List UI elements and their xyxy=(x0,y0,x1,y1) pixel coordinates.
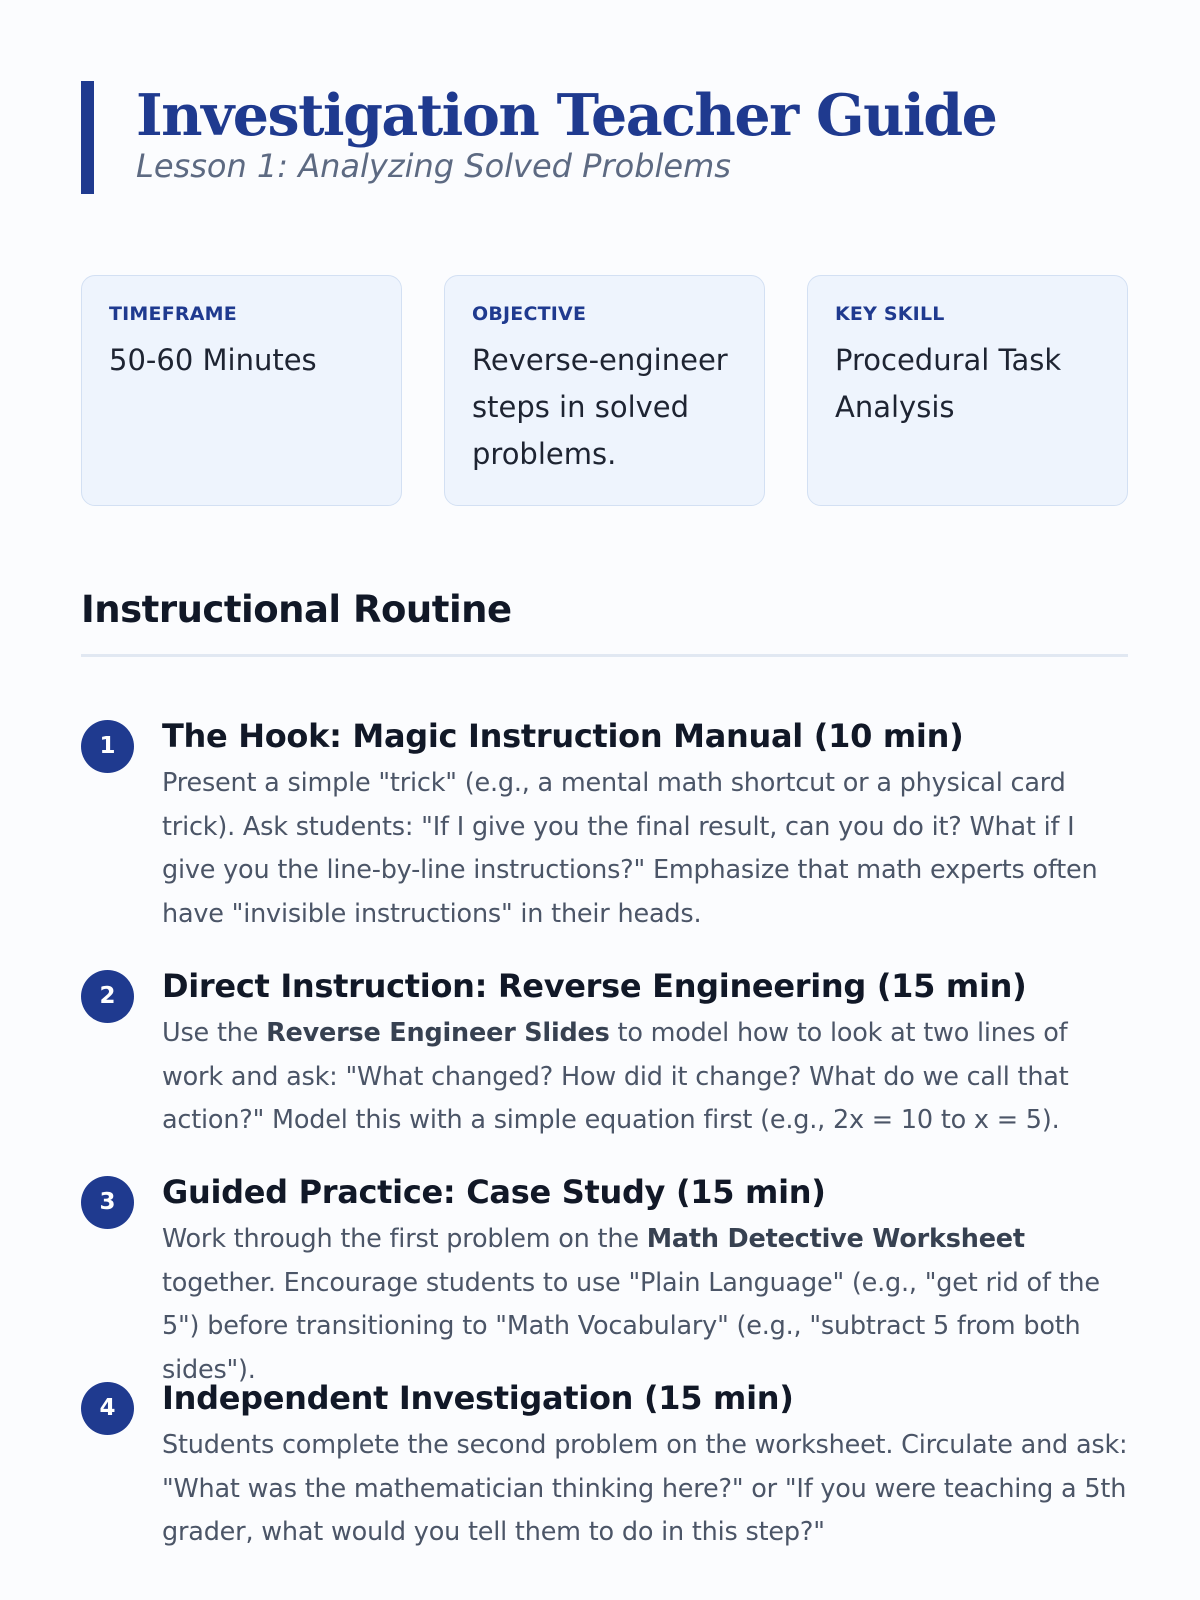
card-objective xyxy=(444,275,765,506)
card-timeframe xyxy=(81,275,402,506)
section-divider xyxy=(81,654,1128,657)
step-description: Present a simple "trick" (e.g., a mental math shortcut or a physical card trick). Ask students: "If I give you the final result, can you do it? What if I give you the line-by-line instructions?" Emphasize that math experts often have "invisible instructions" in their heads. xyxy=(162,768,1098,929)
step-title: Guided Practice: Case Study (15 min) xyxy=(162,1173,826,1211)
step-text-part: Use the xyxy=(162,1018,267,1048)
step-title: Independent Investigation (15 min) xyxy=(162,1379,794,1417)
resource-name: Math Detective Worksheet xyxy=(646,1224,1025,1254)
step-title: The Hook: Magic Instruction Manual (10 min) xyxy=(162,717,964,755)
guide-header xyxy=(81,81,1081,194)
resource-name: Reverse Engineer Slides xyxy=(266,1018,610,1048)
card-label: KEY SKILL xyxy=(835,303,945,325)
card-value: Procedural Task Analysis xyxy=(835,343,1062,424)
info-cards xyxy=(81,275,1128,506)
step-number-badge: 2 xyxy=(81,970,134,1023)
page-title: Investigation Teacher Guide xyxy=(136,82,997,149)
card-label: OBJECTIVE xyxy=(472,303,587,325)
step-content xyxy=(162,1172,1128,1392)
step-number-badge: 3 xyxy=(81,1176,134,1229)
step-text-part: to model how to look at two lines of work and ask: "What changed? How did it change? What do we call that action?" Model this with a simple equation first (e.g., 2x = 10 to x = 5). xyxy=(162,1018,1069,1135)
step-text-part: Work through the first problem on the xyxy=(162,1224,647,1254)
step-description xyxy=(162,1012,1128,1143)
step-content xyxy=(162,966,1128,1143)
step-text-part: together. Encourage students to use "Plain Language" (e.g., "get rid of the 5") before transitioning to "Math Vocabulary" (e.g., "subtract 5 from both sides"). xyxy=(162,1267,1100,1385)
step-content xyxy=(162,716,1128,936)
step-description: Students complete the second problem on the worksheet. Circulate and ask: "What was the mathematician thinking here?" or "If you were teaching a 5th grader, what would you tell them to do in this step?" xyxy=(162,1430,1128,1547)
card-value: 50-60 Minutes xyxy=(109,343,317,377)
step-description xyxy=(162,1218,1128,1392)
card-key-skill xyxy=(807,275,1128,506)
step-title: Direct Instruction: Reverse Engineering (15 min) xyxy=(162,967,1027,1005)
section-title: Instructional Routine xyxy=(81,588,512,631)
card-label: TIMEFRAME xyxy=(109,303,237,325)
step-number-badge: 4 xyxy=(81,1382,134,1435)
step-content xyxy=(162,1378,1128,1555)
lesson-subtitle: Lesson 1: Analyzing Solved Problems xyxy=(136,147,731,185)
card-value: Reverse-engineer steps in solved problems. xyxy=(472,343,728,471)
step-number-badge: 1 xyxy=(81,720,134,773)
